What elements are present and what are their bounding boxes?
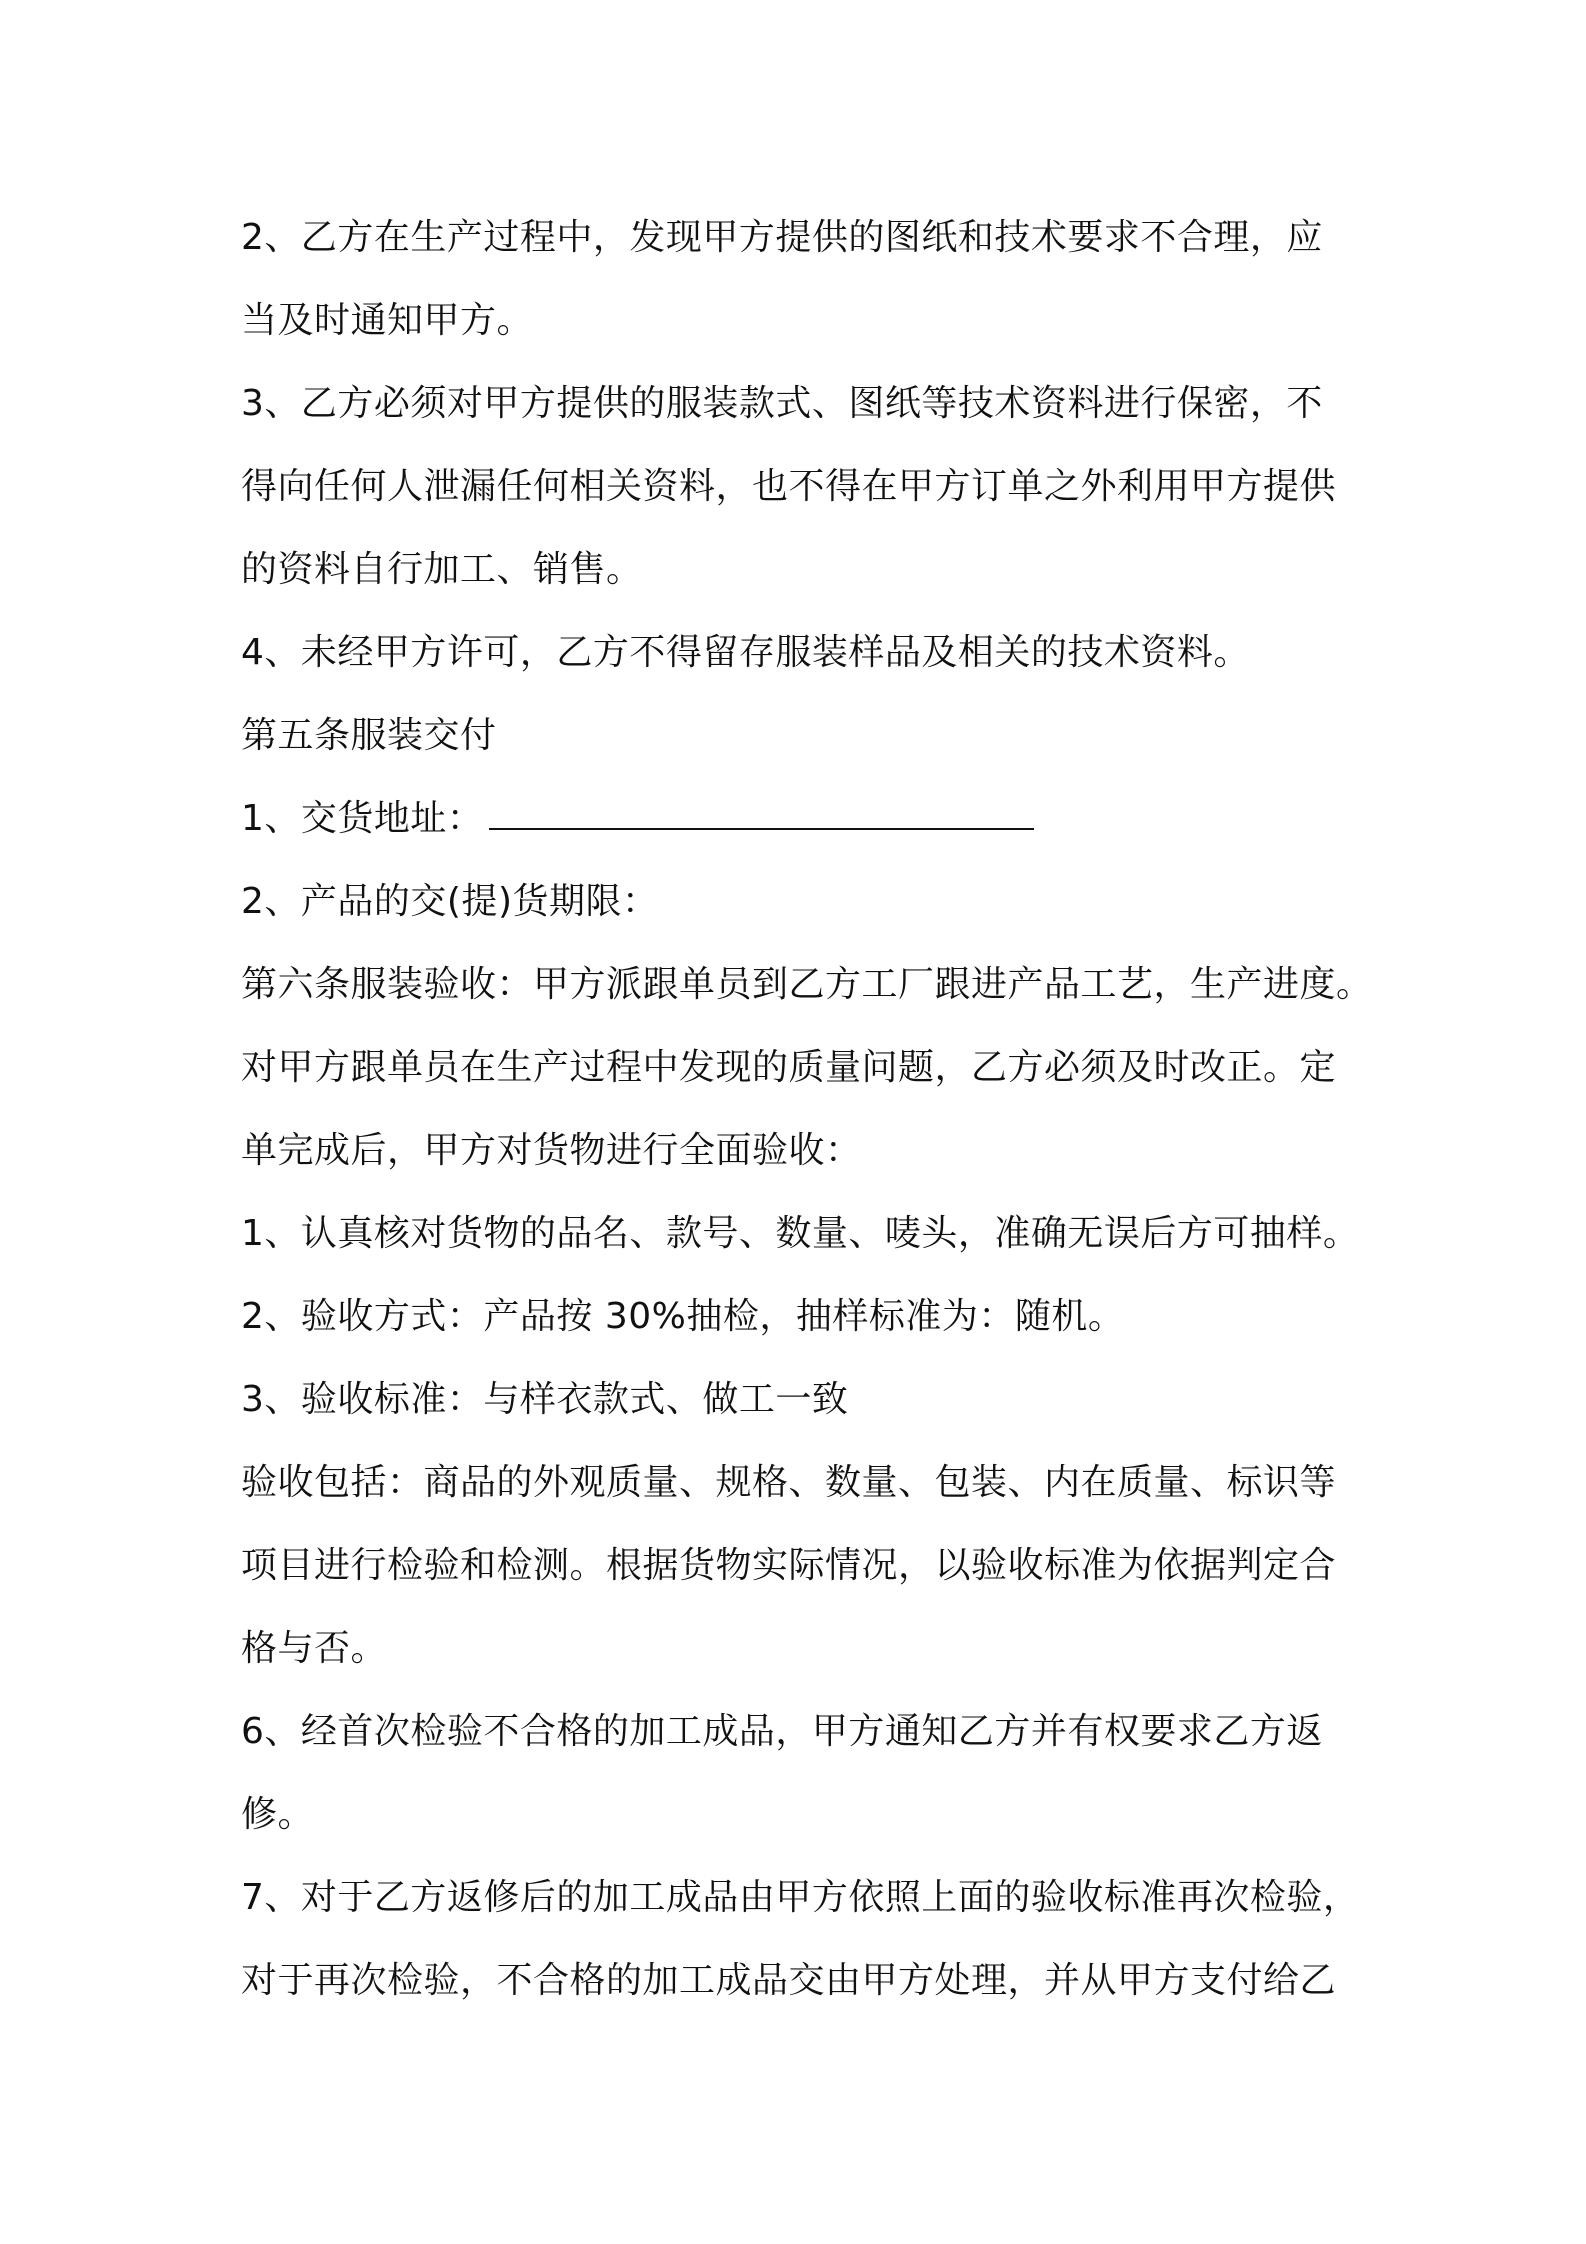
paragraph-line: 当及时通知甲方。 [241,300,534,341]
paragraph-line: 2、产品的交(提)货期限： [241,881,659,922]
paragraph-line: 修。 [241,1794,315,1835]
section-heading: 第五条服装交付 [241,715,497,756]
delivery-address-label: 1、交货地址： [241,798,484,839]
paragraph-line: 得向任何人泄漏任何相关资料，也不得在甲方订单之外利用甲方提供 [241,466,1337,507]
paragraph-line: 单完成后，甲方对货物进行全面验收： [241,1130,862,1171]
paragraph-line: 7、对于乙方返修后的加工成品由甲方依照上面的验收标准再次检验， [241,1877,1360,1918]
paragraph-line: 3、验收标准：与样衣款式、做工一致 [241,1379,849,1420]
paragraph-line: 4、未经甲方许可，乙方不得留存服装样品及相关的技术资料。 [241,632,1250,673]
paragraph-line: 6、经首次检验不合格的加工成品，甲方通知乙方并有权要求乙方返 [241,1711,1323,1752]
paragraph-line: 对甲方跟单员在生产过程中发现的质量问题，乙方必须及时改正。定 [241,1047,1337,1088]
paragraph-line: 验收包括：商品的外观质量、规格、数量、包装、内在质量、标识等 [241,1462,1337,1503]
paragraph-line: 3、乙方必须对甲方提供的服装款式、图纸等技术资料进行保密，不 [241,383,1323,424]
paragraph-line: 对于再次检验，不合格的加工成品交由甲方处理，并从甲方支付给乙 [241,1960,1337,2001]
delivery-address-line [241,777,1371,860]
paragraph-line: 的资料自行加工、销售。 [241,549,643,590]
delivery-address-blank [489,784,1034,830]
paragraph-line: 2、乙方在生产过程中，发现甲方提供的图纸和技术要求不合理，应 [241,217,1323,258]
paragraph-line: 项目进行检验和检测。根据货物实际情况，以验收标准为依据判定合 [241,1545,1337,1586]
paragraph-line: 格与否。 [241,1628,388,1669]
paragraph-line: 2、验收方式：产品按 30%抽检，抽样标准为：随机。 [241,1296,1125,1337]
section-heading: 第六条服装验收：甲方派跟单员到乙方工厂跟进产品工艺，生产进度。 [241,964,1373,1005]
document-body [241,196,1371,2022]
paragraph-line: 1、认真核对货物的品名、款号、数量、唛头，准确无误后方可抽样。 [241,1213,1360,1254]
